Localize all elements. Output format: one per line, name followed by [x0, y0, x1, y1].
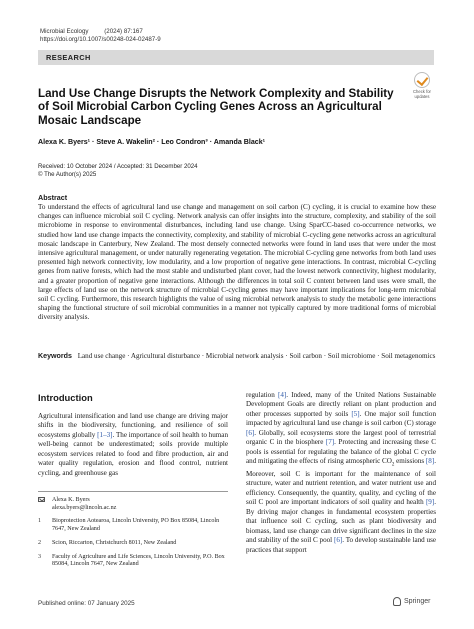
check-updates-line1: Check for — [413, 89, 431, 94]
citation-link[interactable]: [1–3] — [97, 430, 113, 439]
intro-text: . Moreover, soil C is important for the maintenance of soil structure, water and nutrient retention, and water nutrient use and efficiency. Consequently, the quantity, quality, and cycling of the soil C pool are important indicators of soil quality and health — [246, 457, 436, 507]
doi-link[interactable]: https://doi.org/10.1007/s00248-024-02487-9 — [40, 36, 161, 43]
keywords-text: Land use change · Agricultural disturbance · Microbial network analysis · Soil carbon · Soil microbiome · Soil metagenomics — [77, 352, 436, 360]
contact-email[interactable]: alexa.byers@lincoln.ac.nz — [52, 504, 117, 511]
intro-text: . The importance of soil health to human well-being cannot be underestimated; soils provide multiple ecosystem services related to food and fibre production, air and water quality regulation, erosion and flood control, nutrient cycling, and greenhouse gas — [38, 430, 228, 477]
keywords — [38, 352, 436, 361]
citation-link[interactable]: [8] — [425, 457, 435, 466]
intro-text: . Globally, soil ecosystems store the largest pool of terrestrial organic C in the biosphere — [246, 428, 436, 447]
check-updates-button[interactable] — [408, 72, 436, 99]
citation-link[interactable]: [7] — [325, 438, 335, 447]
intro-text: . One major soil function impacted by agricultural land use change is soil carbon (C) storage — [246, 409, 436, 428]
received-accepted: Received: 10 October 2024 / Accepted: 31 December 2024 — [38, 163, 198, 170]
introduction-heading: Introduction — [38, 392, 93, 403]
citation-link[interactable]: [4] — [277, 391, 287, 399]
citation-link[interactable]: [5] — [351, 409, 360, 418]
affiliation-number: 2 — [38, 539, 42, 546]
intro-text: . To develop sustainable land use practices that support — [246, 536, 436, 554]
affiliation — [38, 518, 228, 533]
intro-text: . Indeed, many of the United Nations Sustainable Development Goals are directly reliant on plant production and other processes supported by soils — [246, 391, 436, 418]
footnotes — [38, 497, 228, 575]
citation-link[interactable]: [6] — [333, 536, 343, 545]
published-date: Published online: 07 January 2025 — [38, 600, 135, 607]
affiliation — [38, 554, 228, 569]
footnote-divider — [38, 491, 228, 492]
article-dates — [38, 163, 198, 179]
keywords-heading: Keywords — [38, 352, 72, 360]
abstract-text: To understand the effects of agricultural land use change and management on soil carbon (C) cycling, it is crucial to examine how these changes can influence microbial soil C cycling. Network analysis can offer insights into the structure, complexity, and stability of the soil microbiome in response to environmental disturbances, including land use change. Using SparCC-based co-occurrence networks, we studied how land use change impacts the connectivity, complexity, and stability of microbial C-cycling gene networks across an agricultural mosaic landscape in Canterbury, New Zealand. The most densely connected networks were found in land uses that were under the most intensive agricultural management, or under naturally regenerating vegetation. The microbial C-cycling gene networks from both land uses presented high network connectivity, low modularity, and a low proportion of negative gene interactions. In contrast, microbial C-cycling genes from native forests, which had the most stable and undisturbed plant cover, had the lowest network connectivity, highest modularity, and a greater proportion of negative gene interactions. Although the differences in total soil C content between land uses were small, the large effects of land use on the network structure of microbial C-cycling genes may have important implications for long-term microbial soil C cycling. Furthermore, this research highlights the value of using microbial network analysis to study the metabolic gene interactions shaping the functional structure of soil microbial communities in a manner not typically captured by more traditional forms of microbial diversity analysis. — [38, 203, 436, 322]
publisher-name: Springer — [404, 598, 431, 605]
affiliation-text: Scion, Riccarton, Christchurch 8011, New Zealand — [52, 539, 177, 546]
intro-left-column — [38, 412, 228, 478]
citation-link[interactable]: [9] — [425, 498, 435, 507]
citation-link[interactable]: [6] — [246, 428, 255, 437]
affiliation-text: Faculty of Agriculture and Life Sciences, Lincoln University, P.O. Box 85084, Lincoln 7647, New Zealand — [52, 553, 225, 568]
abstract-heading: Abstract — [38, 193, 68, 202]
check-updates-icon — [414, 72, 430, 88]
journal-name: Microbial Ecology — [40, 28, 89, 35]
journal-volume: (2024) 87:167 — [104, 28, 143, 35]
check-updates-line2: updates — [414, 94, 430, 99]
intro-text: Agricultural intensification and land use change are driving major shifts in the biodiversity, functioning, and resilience of soil ecosystems globally — [38, 412, 228, 439]
springer-horse-icon — [393, 597, 401, 606]
corresponding-author — [38, 497, 228, 512]
intro-text: . By driving major changes in fundamental ecosystem properties that influence soil C cycling, such as plant biodiversity and biomass, land use change can drive significant declines in the size and stability of the soil C pool — [246, 498, 436, 545]
article-title: Land Use Change Disrupts the Network Complexity and Stability of Soil Microbial Carbon Cycling Genes Across an Agricultural Mosaic Landscape — [38, 87, 394, 127]
section-label: RESEARCH — [38, 50, 434, 65]
copyright: © The Author(s) 2025 — [38, 171, 97, 178]
affiliation-number: 3 — [38, 553, 42, 560]
affiliation-text: Bioprotection Aotearoa, Lincoln University, PO Box 85084, Lincoln 7647, New Zealand — [52, 518, 220, 533]
intro-text: . Protecting and increasing these C pools is essential for regulating the balance of the global C cycle and mitigating the effects of rising atmospheric CO — [246, 438, 437, 466]
author-list: Alexa K. Byers¹ · Steve A. Wakelin² · Leo Condron³ · Amanda Black¹ — [38, 138, 266, 146]
email-icon — [38, 497, 45, 502]
intro-text: emissions — [394, 457, 425, 466]
publisher-logo — [393, 597, 430, 606]
contact-name: Alexa K. Byers — [52, 497, 90, 503]
journal-header — [40, 28, 175, 44]
intro-text: regulation — [246, 391, 275, 399]
affiliation-number: 1 — [38, 518, 42, 525]
affiliation — [38, 540, 228, 548]
subscript: 2 — [391, 462, 395, 468]
intro-right-column — [246, 391, 436, 555]
